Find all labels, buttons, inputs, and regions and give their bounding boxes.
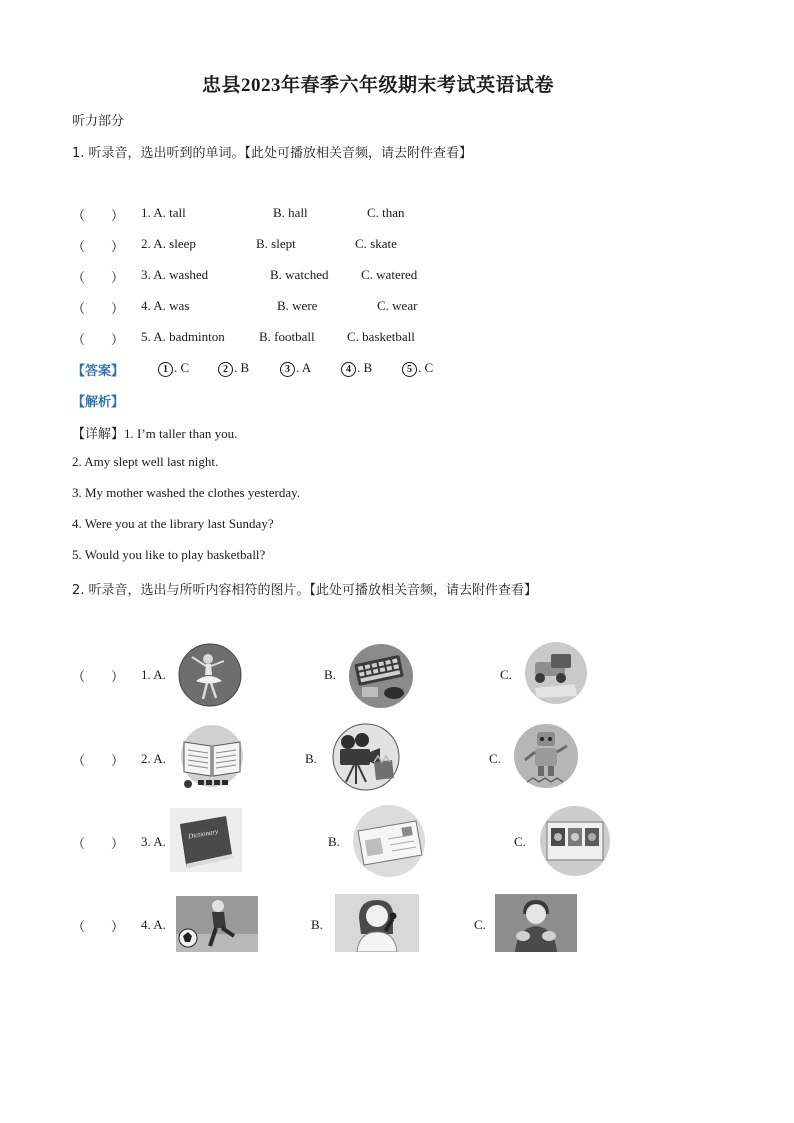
option-c: C. [500, 667, 512, 682]
option-c: C. basketball [347, 329, 415, 344]
answer-3: 3 . A [280, 360, 311, 377]
option-a: 4. A. was [141, 298, 190, 313]
option-a: 1. A. tall [141, 205, 186, 220]
option-b: B. [324, 667, 336, 682]
option-b: B. [328, 834, 340, 849]
keyboard-phone-image [348, 643, 414, 709]
option-c: C. wear [377, 298, 418, 313]
option-a: 2. A. [141, 751, 166, 766]
option-b: B. [311, 917, 323, 932]
detail-line-5: 5. Would you like to play basketball? [72, 547, 266, 562]
page-title: 忠县2023年春季六年级期末考试英语试卷 [202, 75, 555, 96]
answer-bracket: （ ） [72, 754, 125, 769]
movie-projector-image [330, 722, 402, 792]
postcard-image [348, 803, 430, 879]
answer-bracket: （ ） [72, 302, 125, 317]
option-c: C. [489, 751, 501, 766]
option-a: 3. A. washed [141, 267, 209, 282]
detail-label: 【详解】 [72, 427, 125, 442]
answer-bracket: （ ） [72, 920, 125, 935]
option-b: B. slept [256, 236, 296, 251]
option-a: 3. A. [141, 834, 166, 849]
open-book-image [178, 724, 246, 792]
option-c: C. [514, 834, 526, 849]
dictionary-book-image [170, 808, 242, 872]
option-b: B. football [259, 329, 315, 344]
option-b: B. [305, 751, 317, 766]
answer-bracket: （ ） [72, 240, 125, 255]
answer-4: 4 . B [341, 360, 372, 377]
option-a: 1. A. [141, 667, 166, 682]
robot-image [511, 722, 581, 792]
q2-instruction: 2. 听录音，选出与所听内容相符的图片。【此处可播放相关音频，请去附件查看】 [72, 583, 538, 598]
answer-1: 1 . C [158, 360, 189, 377]
toy-car-image [521, 640, 591, 706]
ballet-dancer-image [178, 643, 242, 707]
option-a: 2. A. sleep [141, 236, 196, 251]
section-label: 听力部分 [72, 114, 125, 129]
q1-instruction: 1. 听录音，选出听到的单词。【此处可播放相关音频，请去附件查看】 [72, 146, 473, 161]
answer-bracket: （ ） [72, 333, 125, 348]
answer-bracket: （ ） [72, 837, 125, 852]
option-b: B. were [277, 298, 318, 313]
option-b: B. watched [270, 267, 329, 282]
boy-kicking-football-image [176, 896, 258, 952]
answer-bracket: （ ） [72, 271, 125, 286]
boy-playing-image [495, 894, 577, 952]
option-b: B. hall [273, 205, 308, 220]
option-c: C. [474, 917, 486, 932]
detail-line-4: 4. Were you at the library last Sunday? [72, 516, 274, 531]
option-c: C. watered [361, 267, 418, 282]
detail-line-2: 2. Amy slept well last night. [72, 454, 219, 469]
answer-5: 5 . C [402, 360, 433, 377]
book-cover-title: Dictionary [187, 827, 219, 841]
detail-line-3: 3. My mother washed the clothes yesterday. [72, 485, 301, 500]
option-a: 5. A. badminton [141, 329, 225, 344]
option-c: C. skate [355, 236, 397, 251]
answer-label: 【答案】 [72, 364, 125, 379]
answer-bracket: （ ） [72, 209, 125, 224]
answer-2: 2 . B [218, 360, 249, 377]
analysis-label: 【解析】 [72, 395, 125, 410]
option-a: 4. A. [141, 917, 166, 932]
option-c: C. than [367, 205, 405, 220]
detail-line-1: 【详解】1. I’m taller than you. [72, 426, 238, 442]
answer-bracket: （ ） [72, 670, 125, 685]
girl-singing-image [335, 894, 419, 952]
stamps-image [535, 804, 615, 878]
